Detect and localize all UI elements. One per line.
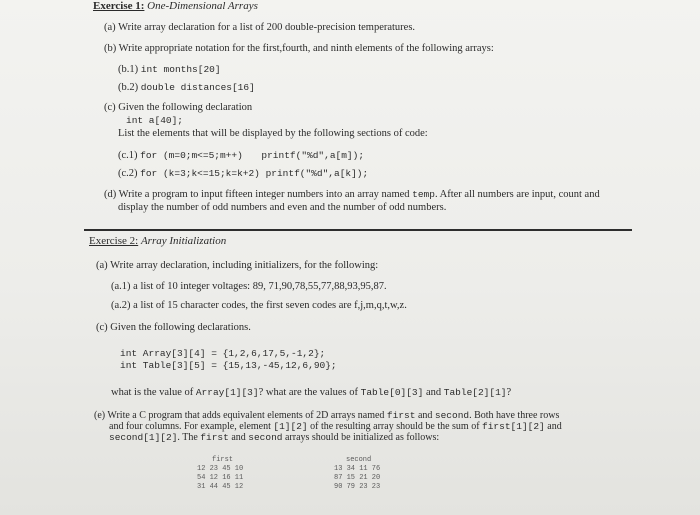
ex1-item-b1 — [118, 63, 221, 76]
q-code-table2: Table[2][1] — [443, 387, 507, 398]
ex2-item-e-line3 — [109, 431, 439, 444]
c1-print: printf("%d",a[m]); — [261, 150, 365, 161]
e-code-first-index: first[1][2] — [482, 421, 545, 432]
e-code-second-2: second — [248, 432, 283, 443]
second-array-title: second — [346, 456, 372, 464]
d-code-temp: temp — [412, 189, 435, 200]
exercise-2-topic: Array Initialization — [140, 235, 227, 247]
e-text-3: . Both have three rows — [469, 410, 560, 421]
e-code-first: first — [386, 410, 416, 421]
ex2-item-a1: (a.1) a list of 10 integer voltages: 89, 71,90,78,55,77,88,93,95,87. — [111, 281, 387, 292]
q-code-array: Array[1][3] — [195, 387, 259, 398]
ex1-item-c2 — [118, 167, 368, 180]
b1-label: (b.1) — [118, 64, 139, 75]
ex1-c-list: List the elements that will be displayed by the following sections of code: — [118, 128, 428, 139]
exercise-1-topic: One-Dimensional Arrays — [147, 0, 258, 12]
c1-label: (c.1) — [118, 150, 138, 161]
second-array-row-1: 13 34 11 76 — [334, 465, 381, 473]
first-array-row-2: 54 12 16 11 — [197, 474, 244, 482]
ex2-item-c: (c) Given the following declarations. — [96, 322, 251, 333]
q-text-3: and — [425, 387, 442, 398]
d-text-1: (d) Write a program to input fifteen integer numbers into an array named — [104, 189, 410, 200]
ex1-item-c: (c) Given the following declaration — [104, 102, 253, 113]
section-divider — [84, 229, 632, 231]
e-text-5: of the resulting array should be the sum of — [310, 421, 480, 432]
first-array-row-1: 12 23 45 10 — [197, 465, 244, 473]
ex1-item-c1 — [118, 149, 364, 162]
second-array-row-3: 90 79 23 23 — [334, 483, 381, 491]
e-text-2: and — [417, 410, 433, 421]
q-code-table1: Table[0][3] — [360, 387, 424, 398]
ex1-item-b2 — [118, 81, 255, 94]
ex1-item-d-line2: display the number of odd numbers and even and the number of odd numbers. — [118, 202, 447, 213]
first-array-title: first — [212, 456, 234, 464]
exercise-1-label: Exercise 1: — [93, 0, 145, 12]
d-text-2: . After all numbers are input, count and — [434, 189, 600, 200]
ex1-c-code: int a[40]; — [126, 115, 184, 126]
ex2-item-a2: (a.2) a list of 15 character codes, the first seven codes are f,j,m,q,t,w,z. — [111, 300, 407, 311]
b2-code: double distances[16] — [140, 82, 255, 93]
e-text-9: arrays should be initialized as follows: — [284, 432, 440, 443]
first-array-row-3: 31 44 45 12 — [197, 483, 244, 491]
e-code-first-2: first — [200, 432, 229, 443]
ex2-decl-table: int Table[3][5] = {15,13,-45,12,6,90}; — [120, 360, 337, 371]
q-text-1: what is the value of — [111, 387, 194, 398]
exercise-2-label: Exercise 2: — [89, 235, 139, 247]
e-text-6: and — [547, 421, 562, 432]
e-text-1: (e) Write a C program that adds equivalent elements of 2D arrays named — [94, 410, 385, 421]
ex2-decl-array: int Array[3][4] = {1,2,6,17,5,-1,2}; — [120, 348, 326, 359]
e-text-7: . The — [177, 432, 198, 443]
c2-code: for (k=3;k<=15;k=k+2) printf("%d",a[k]); — [140, 168, 369, 179]
e-code-index: [1][2] — [273, 421, 308, 432]
exercise-1-title — [93, 0, 258, 13]
q-text-4: ? — [506, 387, 512, 398]
ex2-item-a: (a) Write array declaration, including initializers, for the following: — [96, 260, 379, 271]
q-text-2: ? what are the values of — [258, 387, 358, 398]
second-array-row-2: 87 15 21 20 — [334, 474, 381, 482]
exercise-2-title — [89, 235, 226, 248]
ex1-item-a: (a) Write array declaration for a list of 200 double-precision temperatures. — [104, 22, 416, 33]
ex1-item-b: (b) Write appropriate notation for the first,fourth, and ninth elements of the following arrays: — [104, 43, 494, 54]
ex2-question — [111, 386, 511, 399]
e-text-8: and — [231, 432, 246, 443]
e-text-4: and four columns. For example, element — [109, 421, 271, 432]
b2-label: (b.2) — [118, 82, 139, 93]
ex1-item-d-line1 — [104, 188, 600, 201]
c1-code: for (m=0;m<=5;m++) — [140, 150, 243, 161]
b1-code: int months[20] — [140, 64, 221, 75]
e-code-second-index: second[1][2] — [109, 432, 178, 443]
c2-label: (c.2) — [118, 168, 138, 179]
e-code-second: second — [434, 410, 470, 421]
